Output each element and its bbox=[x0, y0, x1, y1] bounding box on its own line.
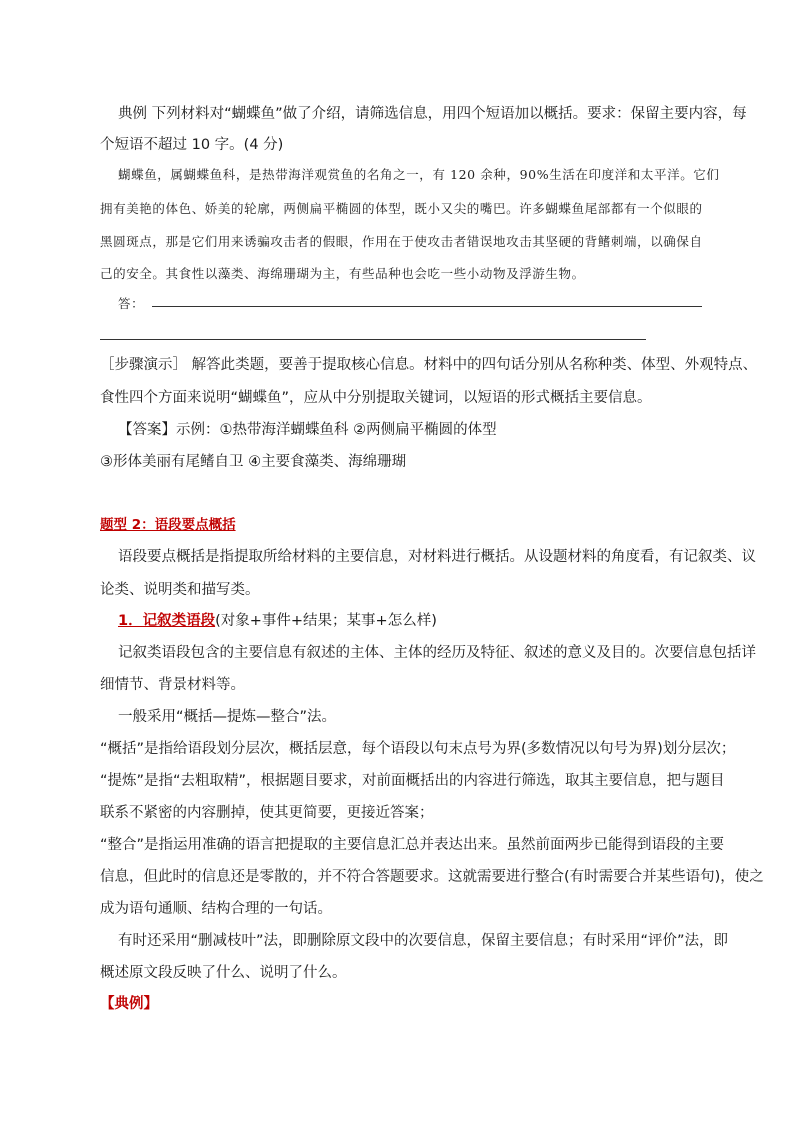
intro-line-2: 论类、说明类和描写类。 bbox=[100, 582, 260, 598]
answer-row-1 bbox=[118, 420, 497, 440]
p4-line-2: 联系不紧密的内容删掉，使其更简要，更接近答案； bbox=[100, 805, 434, 821]
p5-line-1: “整合”是指运用准确的语言把提取的主要信息汇总并表达出来。虽然前面两步已能得到语段的主要 bbox=[100, 837, 725, 853]
sub-heading-row bbox=[118, 611, 437, 631]
answer-line-1[interactable] bbox=[152, 306, 702, 307]
answer-tag: 【答案】 bbox=[118, 422, 176, 438]
answer-text-1: 示例：①热带海洋蝴蝶鱼科 ②两侧扁平椭圆的体型 bbox=[176, 422, 497, 438]
p3: “概括”是指给语段划分层次，概括层意，每个语段以句末点号为界(多数情况以句号为界)划分层次； bbox=[100, 741, 736, 757]
p1-line-2: 细情节、背景材料等。 bbox=[100, 677, 245, 693]
answer-line-2[interactable] bbox=[100, 339, 646, 340]
p6-line-2: 概述原文段反映了什么、说明了什么。 bbox=[100, 965, 347, 981]
passage-line-3: 黑圆斑点，那是它们用来诱骗攻击者的假眼，作用在于使攻击者错误地攻击其坚硬的背鳍刺端，以确保自 bbox=[100, 234, 703, 249]
passage-line-2: 拥有美艳的体色、娇美的轮廓，两侧扁平椭圆的体型，既小又尖的嘴巴。许多蝴蝶鱼尾部都有一个似眼的 bbox=[100, 201, 703, 216]
p1-line-1: 记叙类语段包含的主要信息有叙述的主体、主体的经历及特征、叙述的意义及目的。次要信息包括详 bbox=[118, 645, 756, 661]
p5-line-2: 信息，但此时的信息还是零散的，并不符合答题要求。这就需要进行整合(有时需要合并某些语句)，使之 bbox=[100, 869, 764, 885]
answer-row-2: ③形体美丽有尾鳍自卫 ④主要食藻类、海绵珊瑚 bbox=[100, 454, 407, 470]
passage-line-4: 己的安全。其食性以藻类、海绵珊瑚为主，有些品种也会吃一些小动物及浮游生物。 bbox=[100, 266, 585, 281]
section-heading: 题型 2：语段要点概括 bbox=[100, 517, 236, 533]
steps-line-1: ［步骤演示］ 解答此类题，要善于提取核心信息。材料中的四句话分别从名称种类、体型、外观特点、 bbox=[100, 357, 758, 373]
sub-heading: 1．记叙类语段 bbox=[118, 613, 216, 629]
p6-line-1: 有时还采用“删减枝叶”法，即删除原文段中的次要信息，保留主要信息；有时采用“评价”法，即 bbox=[118, 933, 729, 949]
p2: 一般采用“概括—提炼—整合”法。 bbox=[118, 709, 337, 725]
example-tag: 【典例】 bbox=[100, 996, 158, 1012]
answer-label: 答： bbox=[118, 296, 145, 311]
p5-line-3: 成为语句通顺、结构合理的一句话。 bbox=[100, 901, 332, 917]
p4-line-1: “提炼”是指“去粗取精”，根据题目要求，对前面概括出的内容进行筛选，取其主要信息，把与题目 bbox=[100, 773, 725, 789]
example-prompt-line-1: 典例 下列材料对“蝴蝶鱼”做了介绍，请筛选信息，用四个短语加以概括。要求：保留主要内容，每 bbox=[118, 106, 747, 122]
steps-line-2: 食性四个方面来说明“蝴蝶鱼”，应从中分别提取关键词，以短语的形式概括主要信息。 bbox=[100, 390, 652, 406]
passage-line-1: 蝴蝶鱼，属蝴蝶鱼科，是热带海洋观赏鱼的名角之一，有 120 余种，90%生活在印度洋和太平洋。它们 bbox=[118, 167, 720, 182]
example-prompt-line-2: 个短语不超过 10 字。(4 分) bbox=[100, 137, 284, 153]
intro-line-1: 语段要点概括是指提取所给材料的主要信息，对材料进行概括。从设题材料的角度看，有记叙类、议 bbox=[118, 549, 756, 565]
sub-heading-note: (对象+事件+结果；某事+怎么样) bbox=[215, 613, 437, 629]
